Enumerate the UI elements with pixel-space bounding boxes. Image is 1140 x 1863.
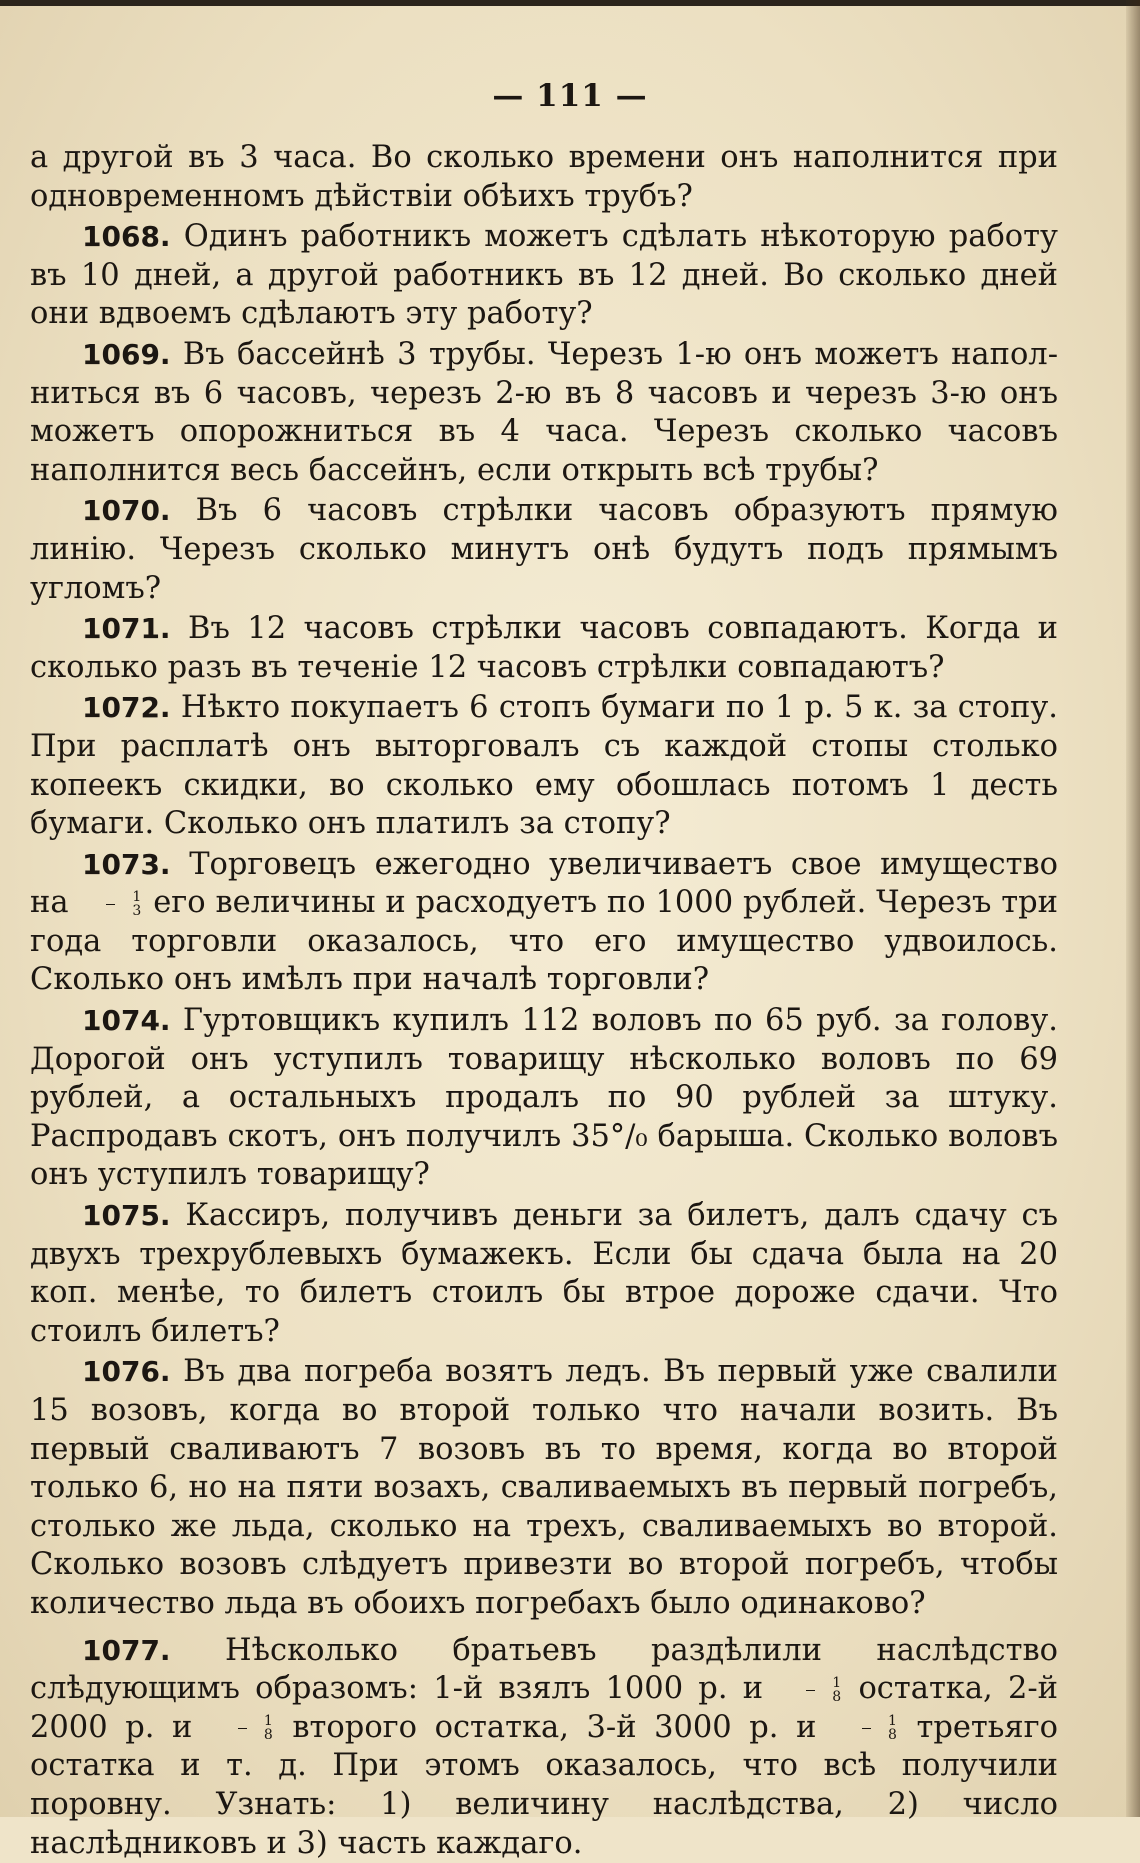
fraction (212, 1715, 273, 1742)
problem-body: Одинъ работникъ можетъ сдѣлать нѣкоторую работу въ 10 дней, а другой работникъ въ 12 дней. Во сколько дней они вдвоемъ сдѣлаютъ эту работу? (30, 219, 1058, 332)
fraction-numerator: 1 (263, 1713, 273, 1730)
problem-1069 (30, 336, 1058, 490)
fraction-numerator: 1 (887, 1713, 897, 1730)
fraction (80, 888, 142, 919)
fraction-denominator: 8 (263, 1727, 273, 1744)
intro-paragraph: а другой въ 3 часа. Во сколько времени онъ наполнится при одновременномъ дѣйствіи обѣихъ трубъ? (30, 140, 1058, 214)
fraction-numerator: 1 (132, 888, 142, 905)
problem-number: 1070. (82, 494, 171, 528)
fraction (780, 1674, 842, 1705)
problem-number: 1072. (82, 691, 171, 725)
problem-number: 1074. (82, 1004, 171, 1038)
page-number: — 111 — (492, 78, 648, 114)
problem-1072 (30, 689, 1058, 843)
problem-body: Въ 6 часовъ стрѣлки часовъ образуютъ прямую линію. Черезъ сколько минутъ онѣ будутъ подъ прямымъ угломъ? (30, 493, 1058, 606)
problem-number: 1073. (82, 847, 171, 881)
problem-number: 1068. (82, 220, 171, 254)
problem-number: 1075. (82, 1199, 171, 1233)
problem-body: Въ бассейнѣ 3 трубы. Черезъ 1-ю онъ можетъ наполниться въ 6 часовъ, черезъ 2-ю въ 8 часовъ и черезъ 3-ю онъ можетъ опорожниться въ 4 часа. Черезъ сколько часовъ наполнится весь бассейнъ, если открыть всѣ трубы? (30, 336, 1058, 488)
problem-1068 (30, 218, 1058, 334)
problem-1071 (30, 610, 1058, 687)
problem-number: 1076. (82, 1355, 171, 1389)
problem-body: Въ два погреба возятъ ледъ. Въ первый уже свалили 15 возовъ, когда во второй только что начали возить. Въ первый сваливаютъ 7 возовъ въ то время, когда во второй только 6, но на пяти возахъ, сваливаемыхъ въ первый погребъ, столько же льда, сколько на трехъ, сваливаемыхъ во второй. Сколько возовъ слѣдуетъ привезти во второй погребъ, чтобы количество льда въ обоихъ погребахъ было одинаково? (30, 1354, 1058, 1621)
problem-body-part2: остатка, 2-й 2000 р. и (30, 1671, 1059, 1745)
problem-body: Нѣкто покупаетъ 6 стопъ бумаги по 1 р. 5 к. за стопу. При расплатѣ онъ выторговалъ съ каждой стопы столько копеекъ скидки, во сколько ему обошлась потомъ 1 десть бумаги. Сколько онъ платилъ за стопу? (30, 690, 1058, 842)
problem-1077 (30, 1632, 1058, 1863)
problem-number: 1071. (82, 612, 171, 646)
problem-body-start: Торговецъ ежегодно увеличиваетъ свое имущество на (30, 846, 1058, 921)
problem-1074 (30, 1002, 1058, 1195)
problem-body-part1: Нѣсколько братьевъ раздѣлили наслѣдство слѣдующимъ образомъ: 1-й взялъ 1000 р. и (30, 1632, 1058, 1707)
fraction-numerator: 1 (832, 1674, 842, 1691)
problem-1073 (30, 846, 1058, 1000)
problem-1075 (30, 1197, 1058, 1351)
problem-body: его величины и расходуетъ по 1000 рублей. Черезъ три года торговли оказалось, что его имущество удвоилось. Сколько онъ имѣлъ при началѣ торговли? (30, 885, 1058, 998)
problem-body: Въ 12 часовъ стрѣлки часовъ совпадаютъ. Когда и сколько разъ въ теченіе 12 часовъ стрѣлки совпадаютъ? (30, 611, 1058, 685)
problem-body: Кассиръ, получивъ деньги за билетъ, далъ сдачу съ двухъ трехрублевыхъ бумажекъ. Если бы сдача была на 20 коп. менѣе, то билетъ стоилъ бы втрое дороже сдачи. Что стоилъ билетъ? (30, 1198, 1058, 1349)
fraction-denominator: 3 (132, 902, 142, 919)
problem-body-part3: второго остатка, 3-й 3000 р. и (292, 1709, 817, 1745)
problem-1076 (30, 1353, 1058, 1623)
problem-number: 1077. (82, 1633, 171, 1667)
problem-1070 (30, 492, 1058, 608)
fraction-denominator: 8 (832, 1688, 842, 1705)
page-right-edge (1126, 0, 1140, 1817)
problem-body: Гуртовщикъ купилъ 112 воловъ по 65 руб. за голову. Дорогой онъ уступилъ товарищу нѣсколько воловъ по 69 рублей, а остальныхъ продалъ по 90 рублей за штуку. Распродавъ скотъ, онъ получилъ 35°/₀ барыша. Сколько воловъ онъ уступилъ товарищу? (30, 1003, 1058, 1193)
problem-text-block (30, 139, 1058, 1863)
page-top-edge (0, 0, 1140, 6)
problem-number: 1069. (82, 337, 171, 371)
problem-body-part4: третьяго остатка и т. д. При этомъ оказалось, что всѣ получили поровну. Узнать: 1) величину наслѣдства, 2) число наслѣдниковъ и 3) часть каждаго. (30, 1709, 1058, 1861)
fraction-denominator: 8 (887, 1727, 897, 1744)
fraction (836, 1715, 897, 1742)
